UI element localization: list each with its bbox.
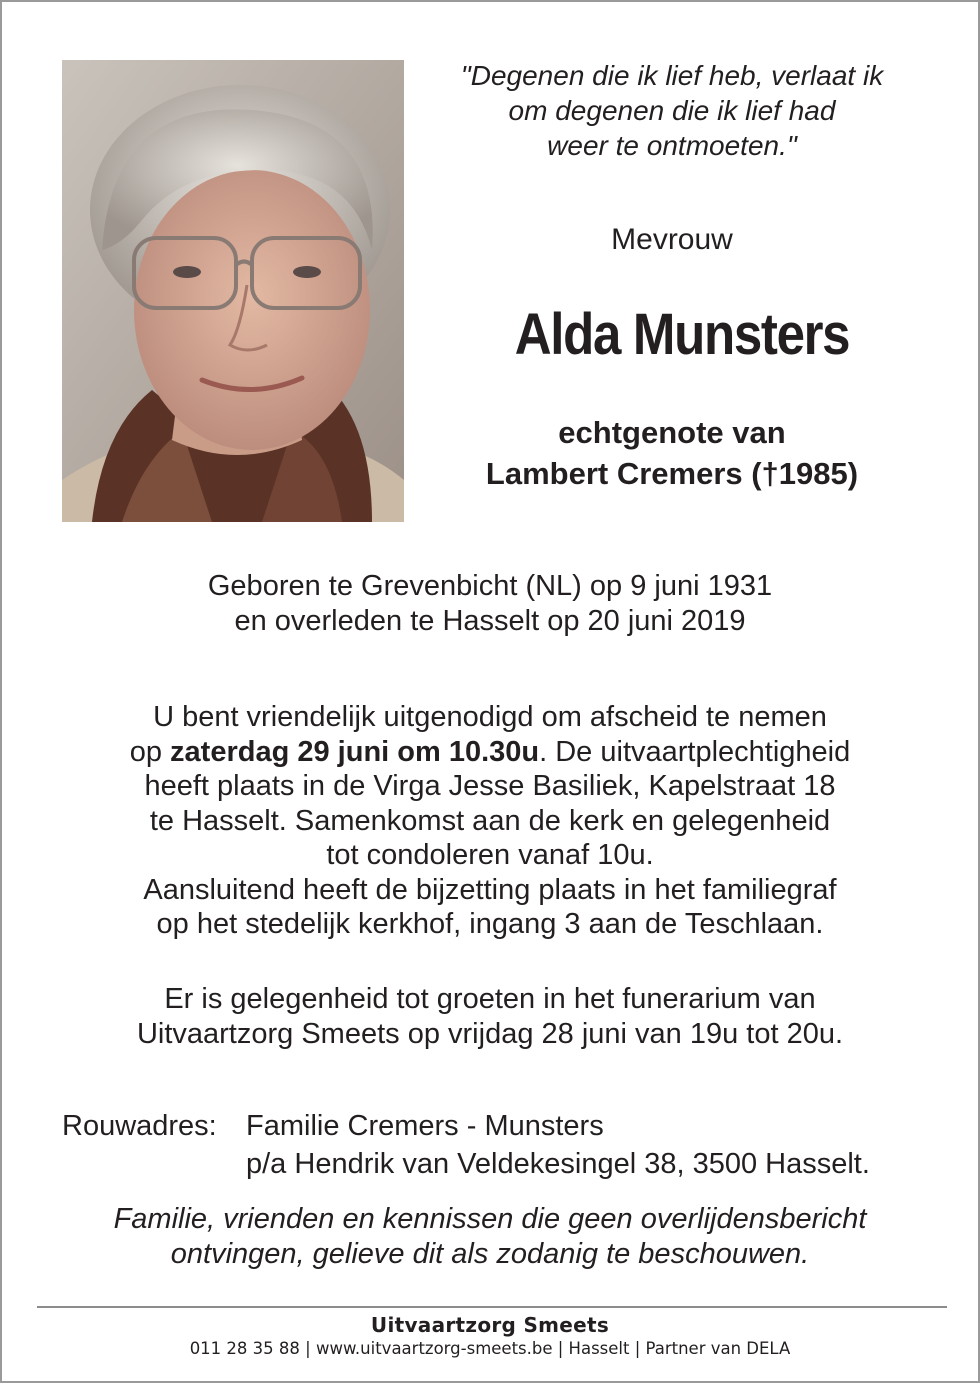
address-family: Familie Cremers - Munsters [246, 1110, 604, 1142]
invite-line: tot condoleren vanaf 10u. [326, 839, 654, 871]
notice-text [42, 1202, 938, 1272]
funeral-invitation [42, 700, 938, 942]
deceased-name: Alda Munsters [514, 302, 850, 367]
address-row [62, 1107, 942, 1145]
notice-line: ontvingen, gelieve dit als zodanig te beschouwen. [170, 1238, 810, 1270]
spouse-info [422, 412, 922, 494]
quote-line: om degenen die ik lief had [508, 95, 836, 126]
funeral-home-contact: 011 28 35 88 | www.uitvaartzorg-smeets.be | Hasselt | Partner van DELA [189, 1339, 791, 1358]
visit-line: Uitvaartzorg Smeets op vrijdag 28 juni van 19u tot 20u. [136, 1017, 844, 1050]
invite-line [42, 735, 938, 770]
birth-line: Geboren te Grevenbicht (NL) op 9 juni 1931 [207, 570, 773, 602]
mourning-address [62, 1107, 942, 1183]
address-label: Rouwadres: [62, 1110, 217, 1142]
funeral-home-name: Uitvaartzorg Smeets [370, 1313, 610, 1337]
memorial-quote [422, 58, 922, 163]
visitation-info [42, 982, 938, 1051]
footer-divider [37, 1306, 947, 1308]
invite-line: Aansluitend heeft de bijzetting plaats in het familiegraf [143, 873, 837, 906]
invite-line: op het stedelijk kerkhof, ingang 3 aan de Teschlaan. [156, 908, 824, 940]
invite-suffix: . De uitvaartplechtigheid [539, 735, 851, 768]
spouse-line: echtgenote van [558, 415, 786, 450]
service-datetime: zaterdag 29 juni om 10.30u [170, 735, 540, 768]
death-line: en overleden te Hasselt op 20 juni 2019 [234, 604, 746, 637]
invite-prefix: op [129, 735, 171, 768]
notice-line: Familie, vrienden en kennissen die geen overlijdensbericht [113, 1203, 867, 1235]
portrait-photo [62, 60, 404, 522]
address-street: p/a Hendrik van Veldekesingel 38, 3500 Hasselt. [246, 1148, 870, 1180]
visit-line: Er is gelegenheid tot groeten in het funerarium van [164, 983, 816, 1015]
invite-line: U bent vriendelijk uitgenodigd om afscheid te nemen [153, 701, 827, 733]
quote-line: weer te ontmoeten." [547, 130, 797, 161]
spouse-line: Lambert Cremers (†1985) [485, 456, 859, 491]
invite-line: te Hasselt. Samenkomst aan de kerk en gelegenheid [149, 804, 831, 837]
invite-line: heeft plaats in de Virga Jesse Basiliek, Kapelstraat 18 [144, 770, 836, 802]
honorific: Mevrouw [611, 223, 733, 256]
life-dates [42, 569, 938, 638]
quote-line: "Degenen die ik lief heb, verlaat ik [460, 60, 884, 91]
